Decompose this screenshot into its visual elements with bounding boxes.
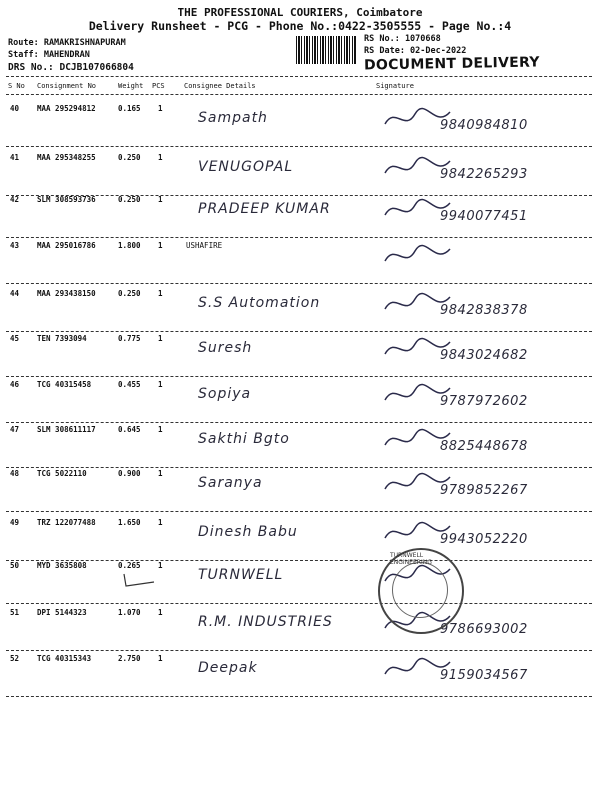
row-phone: 9840984810 [440,118,528,133]
row-weight: 0.900 [118,469,141,478]
company-title: THE PROFESSIONAL COURIERS, Coimbatore [177,6,423,19]
row-consignee: Dinesh Babu [198,524,298,540]
row-sno: 41 [10,153,20,162]
row-sno: 45 [10,334,20,343]
row-divider [6,467,592,468]
row-consignment: MAA 295294812 [37,104,96,113]
signature-scribble [380,289,460,319]
signature-scribble [380,425,460,455]
row-consignee: S.S Automation [198,295,321,311]
row-phone: 9843024682 [440,348,528,363]
row-consignment: TEN 7393094 [37,334,87,343]
runsheet-subtitle: Delivery Runsheet - PCG - Phone No.:0422-3505555 - Page No.:4 [88,19,512,33]
barcode [296,36,356,64]
row-divider [6,237,592,238]
row-phone: 9940077451 [440,209,528,224]
header-divider [6,76,592,77]
row-consignment: TCG 40315458 [37,380,92,389]
row-divider [6,696,592,697]
row-divider [6,376,592,377]
rs-date: RS Date: 02-Dec-2022 [364,46,467,56]
row-consignee: Sampath [198,110,268,126]
row-sno: 44 [10,289,20,298]
row-sno: 52 [10,654,20,663]
row-weight: 0.250 [118,195,141,204]
row-divider [6,603,592,604]
row-divider [6,511,592,512]
row-consignee: PRADEEP KUMAR [198,201,331,217]
signature-scribble [380,153,460,183]
row-sno: 50 [10,561,20,570]
signature-scribble [380,518,460,548]
row-consignment: SLM 308593736 [37,195,96,204]
row-divider [6,283,592,284]
row-weight: 0.455 [118,380,141,389]
row-consignment: DPI 5144323 [37,608,87,617]
row-consignment: TCG 5022110 [37,469,87,478]
row-weight: 2.750 [118,654,141,663]
row-phone: 8825448678 [440,439,528,454]
signature-scribble [380,380,460,410]
rs-number: RS No.: 1070668 [364,34,441,44]
col-consignment: Consignment No [37,82,97,90]
signature-scribble [380,195,460,225]
row-consignee: TURNWELL [198,567,284,583]
row-consignee: Suresh [198,340,253,356]
row-sno: 51 [10,608,20,617]
row-pcs: 1 [158,153,163,162]
row-divider [6,146,592,147]
row-pcs: 1 [158,289,163,298]
row-consignment: MYD 3635808 [37,561,87,570]
row-consignment: MAA 295016786 [37,241,96,250]
seal-text: TURNWELL ENGINEERING [390,552,432,566]
row-pcs: 1 [158,608,163,617]
row-sno: 42 [10,195,20,204]
row-phone: 9943052220 [440,532,528,547]
row-divider [6,331,592,332]
row-divider [6,650,592,651]
row-consignee: R.M. INDUSTRIES [198,614,333,630]
route-label: Route: RAMAKRISHNAPURAM [8,38,126,48]
signature-scribble [380,654,460,684]
row-pcs: 1 [158,241,163,250]
col-pcs: PCS [152,82,165,90]
row-consignee: Deepak [198,660,258,676]
row-divider [6,560,592,561]
row-divider [6,422,592,423]
row-pcs: 1 [158,104,163,113]
signature-scribble [380,469,460,499]
signature-scribble [380,241,460,271]
row-consignment: MAA 293438150 [37,289,96,298]
row-phone: 9786693002 [440,622,528,637]
row-sno: 47 [10,425,20,434]
row-consignment: SLM 308611117 [37,425,96,434]
row-phone: 9159034567 [440,668,528,683]
turnwell-seal [378,548,464,634]
document-delivery-stamp: DOCUMENT DELIVERY [363,54,540,74]
row-pcs: 1 [158,518,163,527]
row-consignee: Sakthi Bgto [198,431,290,447]
drs-number: DRS No.: DCJB107066804 [8,62,134,73]
row-consignee: USHAFIRE [186,241,223,250]
row-weight: 0.775 [118,334,141,343]
row-consignment: TCG 40315343 [37,654,92,663]
row-phone: 9842838378 [440,303,528,318]
row-weight: 0.250 [118,289,141,298]
columns-divider [6,94,592,95]
staff-label: Staff: MAHENDRAN [8,50,90,60]
col-sno: S No [8,82,25,90]
row-weight: 0.250 [118,153,141,162]
row-phone: 9787972602 [440,394,528,409]
row-consignee: Sopiya [198,386,252,402]
row-sno: 43 [10,241,20,250]
row-consignment: TRZ 122077488 [37,518,96,527]
row-pcs: 1 [158,195,163,204]
row-weight: 0.645 [118,425,141,434]
col-consignee: Consignee Details [184,82,256,90]
row-weight: 0.265 [118,561,141,570]
row-pcs: 1 [158,654,163,663]
row-weight: 0.165 [118,104,141,113]
row-phone: 9842265293 [440,167,528,182]
row-weight: 1.650 [118,518,141,527]
signature-scribble [380,334,460,364]
col-signature: Signature [376,82,414,90]
row-weight: 1.800 [118,241,141,250]
tick-mark [120,570,160,590]
row-phone: 9789852267 [440,483,528,498]
row-consignee: Saranya [198,475,263,491]
signature-scribble [380,104,460,134]
row-sno: 46 [10,380,20,389]
row-pcs: 1 [158,334,163,343]
row-pcs: 1 [158,425,163,434]
col-weight: Weight [118,82,144,90]
row-pcs: 1 [158,561,163,570]
row-pcs: 1 [158,469,163,478]
row-sno: 49 [10,518,20,527]
row-consignment: MAA 295348255 [37,153,96,162]
row-weight: 1.070 [118,608,141,617]
row-pcs: 1 [158,380,163,389]
row-sno: 40 [10,104,20,113]
row-sno: 48 [10,469,20,478]
row-consignee: VENUGOPAL [198,159,294,175]
